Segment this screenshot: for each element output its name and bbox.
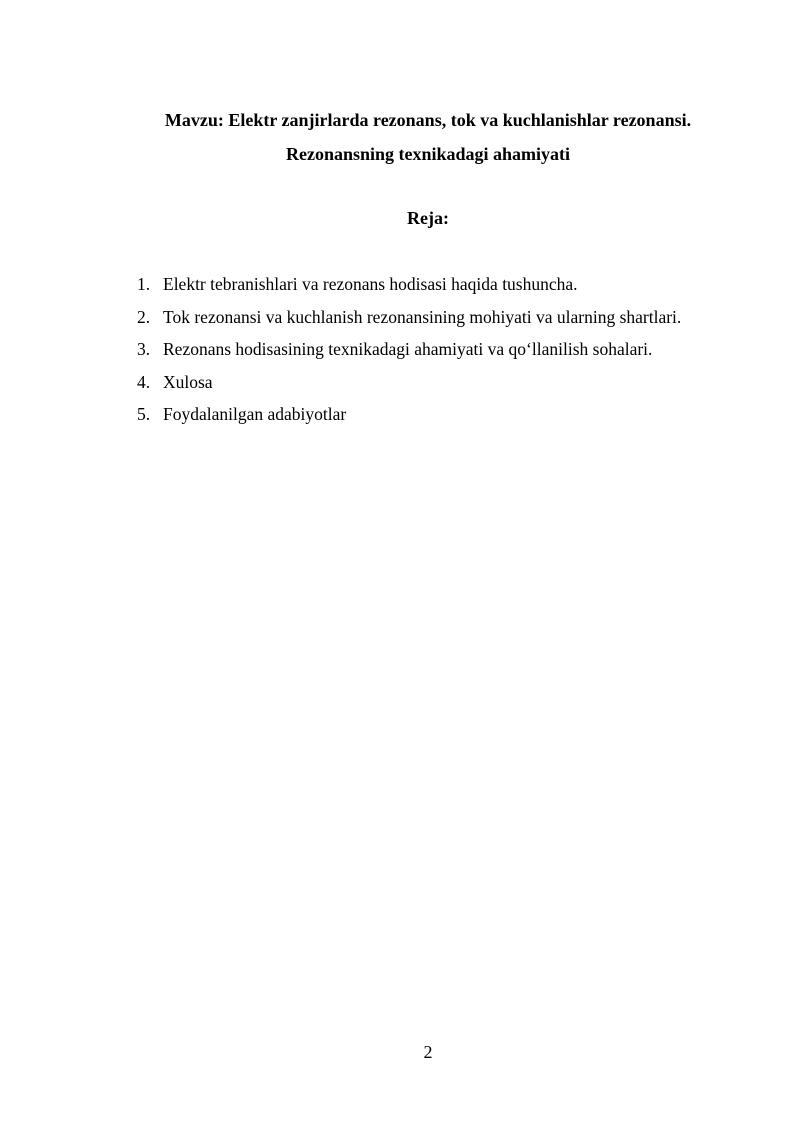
plan-item	[137, 268, 681, 301]
plan-item	[137, 333, 681, 366]
plan-item-number: 1.	[137, 274, 151, 294]
plan-item-text: Elektr tebranishlari va rezonans hodisasi haqida tushuncha.	[163, 274, 578, 294]
page-title-line-2: Rezonansning texnikadagi ahamiyati	[285, 144, 571, 164]
plan-item-text: Xulosa	[163, 371, 213, 392]
page-title-line-1: Mavzu: Elektr zanjirlarda rezonans, tok va kuchlanishlar rezonansi.	[164, 110, 692, 130]
plan-item-number: 2.	[137, 306, 151, 327]
plan-item-text: Tok rezonansi va kuchlanish rezonansining mohiyati va ularning shartlari.	[163, 306, 682, 327]
plan-list	[137, 268, 681, 431]
plan-item-text: Rezonans hodisasining texnikadagi ahamiyati va qo‘llanilish sohalari.	[163, 339, 653, 359]
plan-item-number: 5.	[137, 404, 151, 424]
plan-item	[137, 301, 681, 334]
plan-item-number: 4.	[137, 371, 151, 392]
plan-item	[137, 366, 681, 399]
plan-item-number: 3.	[137, 339, 151, 359]
plan-item	[137, 398, 681, 431]
plan-heading: Reja:	[407, 208, 449, 228]
page-number: 2	[423, 1042, 433, 1062]
plan-item-text: Foydalanilgan adabiyotlar	[163, 404, 347, 424]
